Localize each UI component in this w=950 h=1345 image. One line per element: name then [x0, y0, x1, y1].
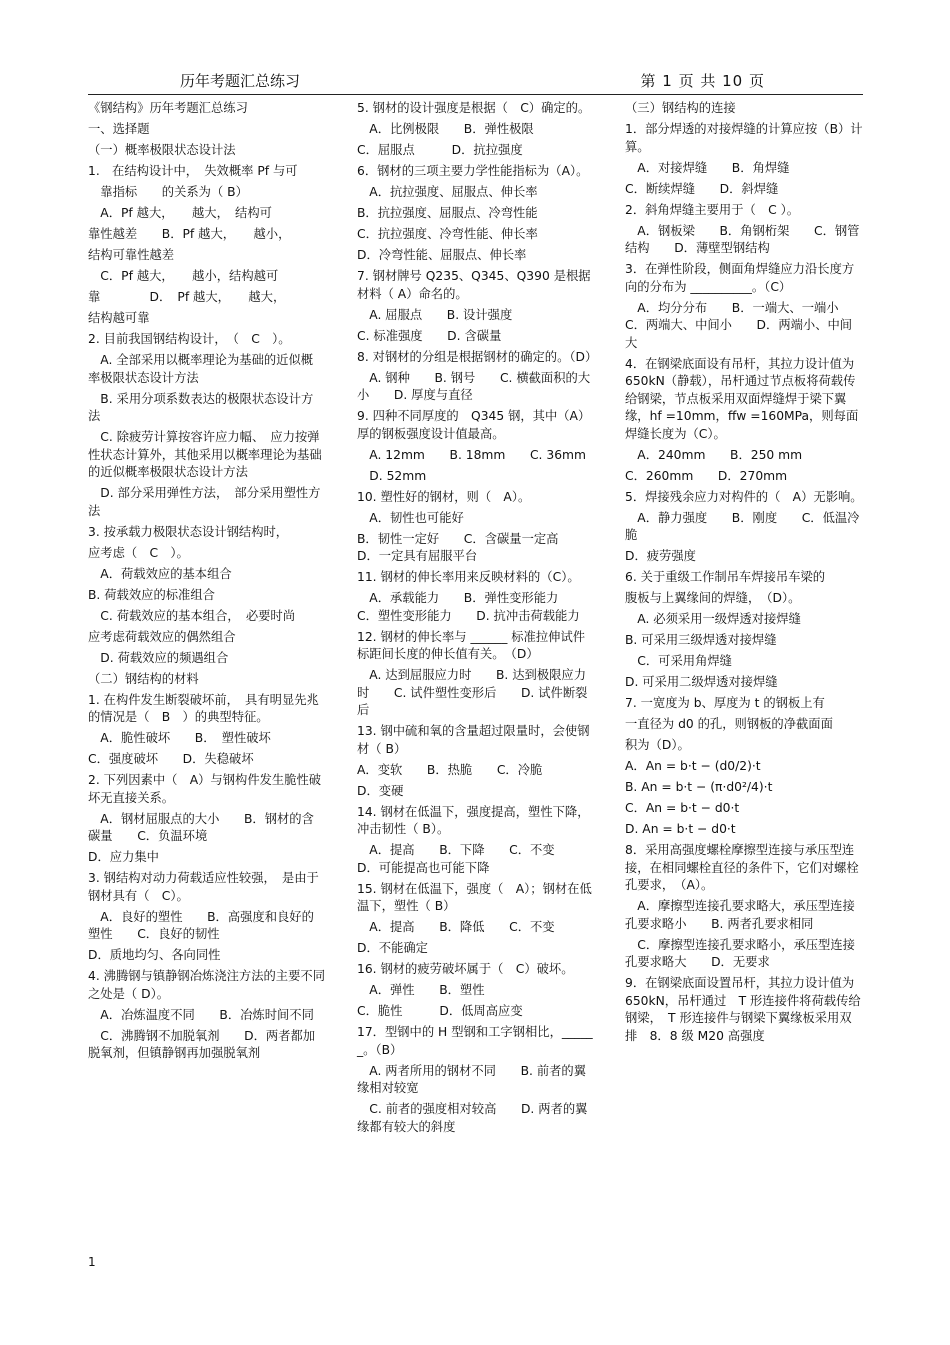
text-line: D．疲劳强度: [625, 549, 696, 563]
text-line: 9．在钢梁底面设置吊杆，其拉力设计值为 650kN，吊杆通过 T 形连接件将荷载传给钢梁， T 形连接件与钢梁下翼缘板采用双排 8．8 级 M20 高强度: [625, 976, 867, 1043]
text-line: 13. 钢中硫和氧的含量超过限量时，会使钢材（ B）: [357, 724, 590, 756]
text-line: A．脆性破坏 B． 塑性破坏: [88, 731, 271, 745]
text-line: 8. 对钢材的分组是根据钢材的确定的。（D）: [357, 349, 598, 364]
text-line: A．静力强度 B．刚度 C．低温冷脆: [625, 510, 860, 542]
page-header: [88, 68, 863, 94]
text-line: 2. 下列因素中（ A）与钢构件发生脆性破坏无直接关系。: [88, 773, 322, 805]
text-line: A．抗拉强度、屈服点、伸长率: [357, 185, 538, 199]
text-line: 结构越可靠: [88, 311, 150, 325]
text-line: A．比例极限 B．弹性极限: [357, 122, 534, 136]
text-line: 应考虑荷载效应的偶然组合: [88, 629, 236, 644]
text-line: 1．部分焊透的对接焊缝的计算应按（B）计算。: [625, 122, 863, 154]
text-line: B．韧性一定好 C．含碳量一定高 D．一定具有屈服平台: [357, 531, 584, 563]
text-line: A．Pf 越大， 越大， 结构可: [88, 206, 272, 220]
text-line: 3．在弹性阶段，侧面角焊缝应力沿长度方向的分布为 __________。（C）: [625, 262, 855, 294]
text-line: 4. 沸腾钢与镇静钢冶炼浇注方法的主要不同之处是（ D）。: [88, 969, 325, 1001]
column-right: [625, 100, 867, 1049]
text-line: A．提高 B．降低 C．不变: [357, 920, 555, 934]
text-line: A．钢材屈服点的大小 B．钢材的含碳量 C．负温环境: [88, 811, 314, 843]
text-line: A．对接焊缝 B．角焊缝: [625, 160, 790, 175]
text-line: A. 两者所用的钢材不同 B. 前者的翼缘相对较宽: [357, 1063, 587, 1095]
text-line: 2. 目前我国钢结构设计， （ C ）。: [88, 332, 291, 346]
text-line: 结构可靠性越差: [88, 248, 175, 262]
text-line: A．摩擦型连接孔要求略大，承压型连接孔要求略小 B. 两者孔要求相同: [625, 899, 855, 931]
text-line: A. 屈服点 B. 设计强度: [357, 307, 513, 322]
text-line: A. 全部采用以概率理论为基础的近似概率极限状态设计方法: [88, 353, 314, 385]
text-line: C．沸腾钢不加脱氧剂 D．两者都加脱氧剂，但镇静钢再加强脱氧剂: [88, 1028, 316, 1060]
text-line: （一）概率极限状态设计法: [88, 143, 236, 157]
text-line: 腹板与上翼缘间的焊缝， （D）。: [625, 591, 801, 605]
text-line: A．冶炼温度不同 B．冶炼时间不同: [88, 1007, 314, 1022]
text-line: B. 可采用三级焊透对接焊缝: [625, 633, 777, 647]
column-middle: [357, 100, 598, 1140]
header-rule: [88, 94, 863, 95]
text-line: D．质地均匀、各向同性: [88, 948, 221, 962]
document-title: 历年考题汇总练习: [180, 72, 301, 90]
text-line: C. 荷载效应的基本组合， 必要时尚: [88, 608, 296, 623]
text-line: 10. 塑性好的钢材，则（ A）。: [357, 489, 531, 504]
text-line: A. 达到屈服应力时 B. 达到极限应力时 C. 试件塑性变形后 D. 试件断裂后: [357, 668, 588, 717]
text-line: 9. 四种不同厚度的 Q345 钢，其中（A）厚的钢板强度设计值最高。: [357, 409, 591, 441]
text-line: C．抗拉强度、冷弯性能、伸长率: [357, 227, 538, 241]
text-line: 8．采用高强度螺栓摩擦型连接与承压型连接，在相同螺栓直径的条件下，它们对螺栓孔要求， （A）。: [625, 843, 859, 892]
text-line: 靠指标 的关系为（ B）: [88, 185, 248, 199]
text-line: 15. 钢材在低温下，强度（ A）；钢材在低温下，塑性（ B）: [357, 881, 592, 913]
text-line: A．荷载效应的基本组合: [88, 566, 232, 581]
text-line: 一直径为 d0 的孔，则钢板的净截面面: [625, 717, 833, 731]
text-line: 一、选择题: [88, 122, 150, 136]
text-line: 2．斜角焊缝主要用于（ C ）。: [625, 202, 800, 217]
text-line: D. 荷载效应的频遇组合: [88, 650, 229, 665]
text-line: C．An = b·t − d0·t: [625, 801, 740, 815]
text-line: C．可采用角焊缝: [625, 654, 732, 668]
text-line: 6．钢材的三项主要力学性能指标为（A）。: [357, 164, 589, 178]
text-line: D. 可采用二级焊透对接焊缝: [625, 675, 778, 689]
text-line: D．冷弯性能、屈服点、伸长率: [357, 248, 527, 262]
text-line: B. An = b·t − (π·d0²/4)·t: [625, 780, 773, 794]
column-left: [88, 100, 325, 1066]
text-line: D. 部分采用弹性方法， 部分采用塑性方法: [88, 486, 321, 518]
text-line: 4．在钢梁底面设有吊杆，其拉力设计值为 650kN（静载），吊杆通过节点板将荷载传给钢梁，节点板采用双面焊缝焊于梁下翼缘，hf =10mm，ffw =160MPa，则每面焊缝长度为（C）。: [625, 356, 859, 441]
text-line: A．钢板梁 B．角钢桁架 C．钢管结构 D．薄壁型钢结构: [625, 223, 860, 255]
text-line: B. 采用分项系数表达的极限状态设计方法: [88, 391, 314, 423]
text-line: 3. 按承载力极限状态设计钢结构时，: [88, 524, 289, 539]
text-line: C．屈服点 D．抗拉强度: [357, 143, 523, 157]
text-line: A．均分分布 B．一端大、一端小 C．两端大、中间小 D．两端小、中间大: [625, 300, 864, 350]
text-line: 5．焊接残余应力对构件的（ A）无影响。: [625, 489, 863, 504]
text-line: C. 标准强度 D. 含碳量: [357, 328, 502, 343]
page-number: 1: [88, 1255, 96, 1269]
text-line: C．强度破坏 D．失稳破坏: [88, 752, 254, 766]
text-line: A．提高 B．下降 C．不变 D．可能提高也可能下降: [357, 843, 580, 875]
text-line: C. 除疲劳计算按容许应力幅、 应力按弹性状态计算外，其他采用以概率理论为基础的近似概率极限状态设计方法: [88, 430, 322, 479]
text-line: 靠 D． Pf 越大， 越大，: [88, 290, 286, 304]
text-line: D．不能确定: [357, 941, 428, 955]
text-line: 7. 钢材牌号 Q235、Q345、Q390 是根据材料（ A）命名的。: [357, 269, 591, 301]
text-line: （三）钢结构的连接: [625, 101, 736, 115]
text-line: D．变硬: [357, 783, 404, 798]
text-line: （二）钢结构的材料: [88, 671, 199, 686]
text-line: C．断续焊缝 D．斜焊缝: [625, 181, 779, 196]
text-line: A．承载能力 B．弹性变形能力 C．塑性变形能力 D. 抗冲击荷载能力: [357, 591, 583, 623]
text-line: A．An = b·t − (d0/2)·t: [625, 759, 761, 773]
text-line: 积为（D）。: [625, 738, 690, 752]
text-line: A．弹性 B．塑性: [357, 983, 485, 997]
text-line: A. 钢种 B. 钢号 C. 横截面积的大小 D. 厚度与直径: [357, 370, 591, 402]
text-line: 5. 钢材的设计强度是根据（ C）确定的。: [357, 101, 591, 115]
text-line: C．脆性 D．低周高应变: [357, 1004, 523, 1018]
text-line: 6. 关于重级工作制吊车焊接吊车梁的: [625, 570, 826, 584]
text-line: D. 52mm: [357, 468, 427, 483]
text-line: C．Pf 越大， 越小，结构越可: [88, 269, 279, 283]
text-line: 3. 钢结构对动力荷载适应性较强， 是由于钢材具有（ C）。: [88, 871, 319, 903]
text-line: 靠性越差 B．Pf 越大， 越小，: [88, 227, 291, 241]
text-line: A．240mm B．250 mm: [625, 447, 803, 462]
text-line: A. 12mm B. 18mm C. 36mm: [357, 447, 586, 462]
text-line: B．抗拉强度、屈服点、冷弯性能: [357, 206, 538, 220]
text-line: 1. 在结构设计中， 失效概率 Pf 与可: [88, 164, 298, 178]
text-line: D．应力集中: [88, 850, 159, 864]
text-line: 12. 钢材的伸长率与 ______ 标准拉伸试件标距间长度的伸长值有关。 （D）: [357, 629, 586, 661]
text-line: A．良好的塑性 B．高强度和良好的塑性 C．良好的韧性: [88, 909, 314, 941]
text-line: 17．型钢中的 H 型钢和工字钢相比，______。（B）: [357, 1025, 593, 1057]
text-line: 7. 一宽度为 b、厚度为 t 的钢板上有: [625, 696, 825, 710]
text-line: 16. 钢材的疲劳破坏属于（ C）破坏。: [357, 962, 574, 976]
text-line: A. 必须采用一级焊透对接焊缝: [625, 612, 801, 626]
text-line: 11. 钢材的伸长率用来反映材料的（C）。: [357, 570, 580, 584]
text-line: 《钢结构》历年考题汇总练习: [88, 101, 248, 115]
text-line: A．韧性也可能好: [357, 510, 464, 525]
text-line: B. 荷载效应的标准组合: [88, 587, 215, 602]
text-line: C．摩擦型连接孔要求略小，承压型连接孔要求略大 D．无要求: [625, 937, 855, 969]
text-line: D. An = b·t − d0·t: [625, 822, 736, 836]
text-line: A．变软 B．热脆 C．冷脆: [357, 762, 543, 777]
text-line: C. 前者的强度相对较高 D. 两者的翼缘都有较大的斜度: [357, 1102, 588, 1134]
text-line: C．260mm D．270mm: [625, 468, 788, 483]
text-line: 14. 钢材在低温下，强度提高，塑性下降，冲击韧性（ B）。: [357, 804, 590, 836]
text-line: 1. 在构件发生断裂破坏前， 具有明显先兆的情况是（ B ）的典型特征。: [88, 692, 319, 724]
page-info: 第 1 页 共 10 页: [640, 72, 765, 90]
text-line: 应考虑（ C ）。: [88, 545, 189, 560]
